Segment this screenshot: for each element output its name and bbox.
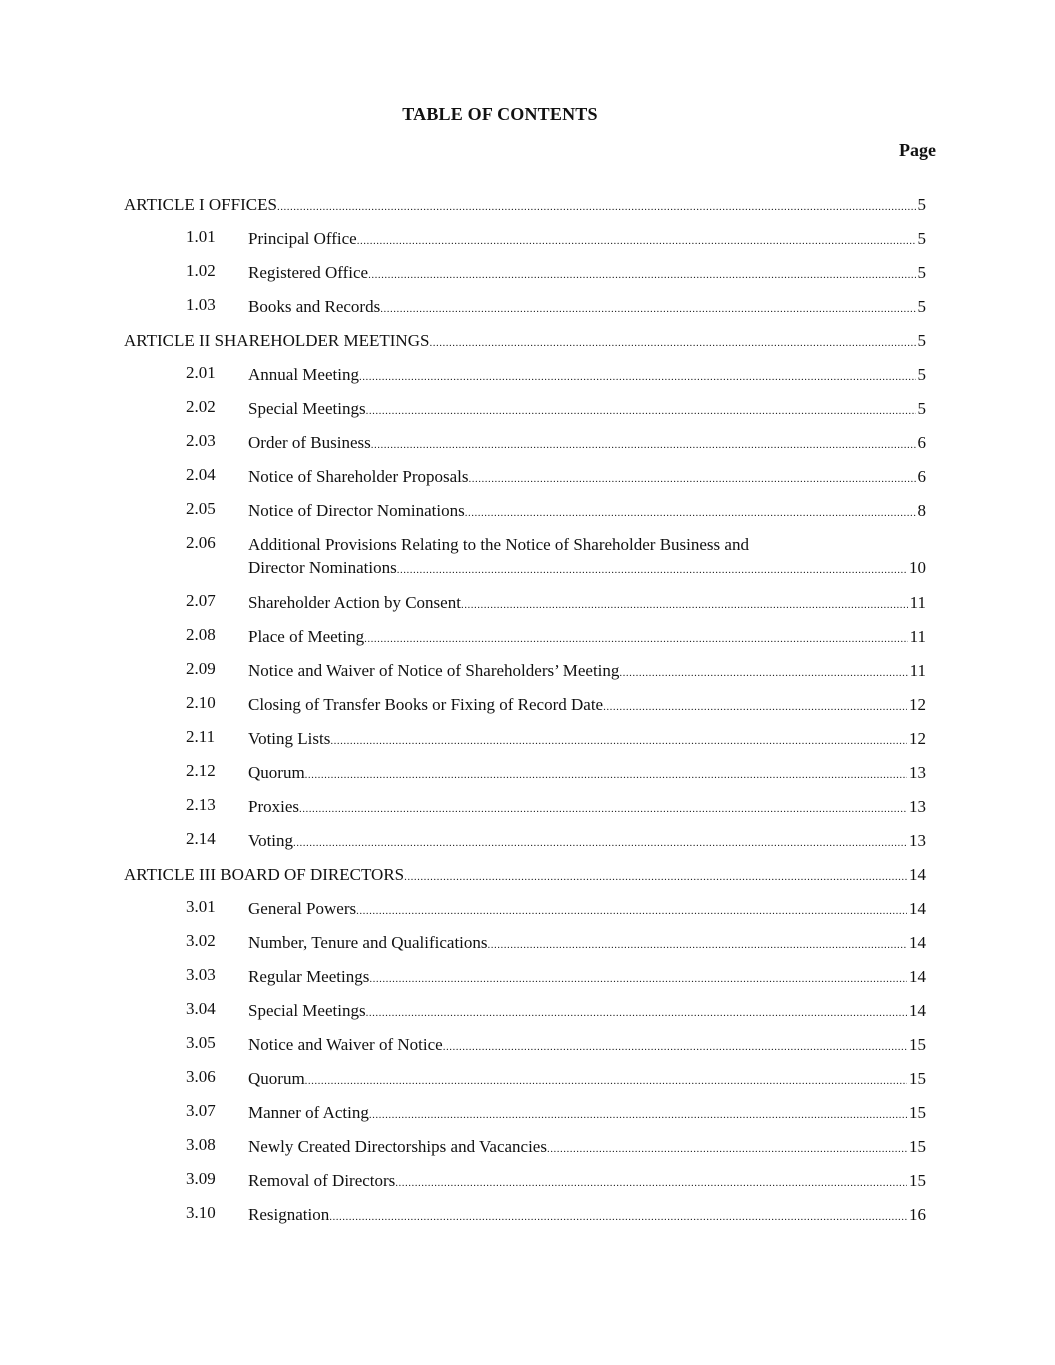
entry-body bbox=[248, 965, 926, 991]
toc-section-entry[interactable] bbox=[124, 1101, 926, 1135]
entry-line bbox=[248, 431, 926, 457]
entry-body bbox=[248, 1067, 926, 1093]
section-number: 3.01 bbox=[186, 897, 216, 916]
page-column-header: Page bbox=[899, 140, 936, 160]
section-number: 2.02 bbox=[186, 397, 216, 416]
toc-article-entry[interactable] bbox=[124, 329, 926, 363]
toc-section-entry[interactable] bbox=[124, 761, 926, 795]
entry-title: Additional Provisions Relating to the Notice of Shareholder Business and bbox=[248, 535, 749, 554]
page-number: 11 bbox=[909, 593, 926, 612]
entry-line bbox=[248, 591, 926, 617]
toc-title: TABLE OF CONTENTS bbox=[402, 104, 598, 124]
page-number: 5 bbox=[917, 229, 926, 248]
entry-title: Manner of Acting bbox=[248, 1103, 369, 1122]
entry-body bbox=[248, 1135, 926, 1161]
entry-title: Registered Office bbox=[248, 263, 369, 282]
entry-body bbox=[248, 829, 926, 855]
toc-section-entry[interactable] bbox=[124, 499, 926, 533]
dot-leader bbox=[356, 897, 907, 923]
dot-leader bbox=[364, 625, 907, 651]
entry-title: Quorum bbox=[248, 763, 305, 782]
section-number: 3.02 bbox=[186, 931, 216, 950]
page-number: 8 bbox=[917, 501, 926, 520]
toc-article-entry[interactable] bbox=[124, 193, 926, 227]
page-number: 5 bbox=[917, 195, 926, 214]
dot-leader bbox=[443, 1033, 907, 1059]
section-number: 2.10 bbox=[186, 693, 216, 712]
section-number: 2.12 bbox=[186, 761, 216, 780]
entry-line bbox=[124, 863, 926, 889]
toc-section-entry[interactable] bbox=[124, 829, 926, 863]
page-number: 15 bbox=[909, 1035, 926, 1054]
entry-body bbox=[248, 659, 926, 685]
entry-body bbox=[248, 1169, 926, 1195]
entry-title: Newly Created Directorships and Vacancies bbox=[248, 1137, 547, 1156]
toc-section-entry[interactable] bbox=[124, 727, 926, 761]
section-number: 3.09 bbox=[186, 1169, 216, 1188]
dot-leader bbox=[293, 829, 907, 855]
entry-line bbox=[248, 556, 926, 582]
page-number: 5 bbox=[917, 365, 926, 384]
page-number: 10 bbox=[909, 558, 926, 577]
toc-section-entry[interactable] bbox=[124, 931, 926, 965]
entry-body bbox=[248, 431, 926, 457]
entry-line bbox=[248, 397, 926, 423]
section-number: 2.04 bbox=[186, 465, 216, 484]
dot-leader bbox=[465, 499, 916, 525]
page-number: 14 bbox=[909, 967, 926, 986]
page-number: 5 bbox=[917, 331, 926, 350]
toc-section-entry[interactable] bbox=[124, 625, 926, 659]
entry-title: ARTICLE II SHAREHOLDER MEETINGS bbox=[124, 331, 430, 350]
page-number: 14 bbox=[909, 933, 926, 952]
section-number: 3.07 bbox=[186, 1101, 216, 1120]
dot-leader bbox=[305, 1067, 907, 1093]
section-number: 2.06 bbox=[186, 533, 216, 552]
page-number: 15 bbox=[909, 1171, 926, 1190]
entry-line bbox=[248, 465, 926, 491]
entry-body bbox=[248, 1033, 926, 1059]
page-number: 14 bbox=[909, 1001, 926, 1020]
page-number: 15 bbox=[909, 1103, 926, 1122]
entry-body bbox=[248, 625, 926, 651]
toc-section-entry[interactable] bbox=[124, 1067, 926, 1101]
entry-line bbox=[248, 931, 926, 957]
page-number: 5 bbox=[917, 263, 926, 282]
entry-body bbox=[248, 227, 926, 253]
entry-body bbox=[248, 931, 926, 957]
section-number: 3.04 bbox=[186, 999, 216, 1018]
entry-title: Special Meetings bbox=[248, 1001, 366, 1020]
dot-leader bbox=[366, 397, 916, 423]
section-number: 3.10 bbox=[186, 1203, 216, 1222]
page-number: 12 bbox=[909, 729, 926, 748]
section-number: 2.09 bbox=[186, 659, 216, 678]
entry-line bbox=[248, 693, 926, 719]
dot-leader bbox=[368, 261, 915, 287]
dot-leader bbox=[369, 965, 907, 991]
entry-body bbox=[248, 465, 926, 491]
toc-section-entry[interactable] bbox=[124, 897, 926, 931]
toc-section-entry[interactable] bbox=[124, 999, 926, 1033]
entry-line bbox=[248, 227, 926, 253]
entry-title: Director Nominations bbox=[248, 558, 397, 577]
entry-title: Place of Meeting bbox=[248, 627, 365, 646]
dot-leader bbox=[488, 931, 907, 957]
entry-title: Principal Office bbox=[248, 229, 357, 248]
entry-title-line bbox=[248, 533, 926, 556]
entry-title: Notice and Waiver of Notice bbox=[248, 1035, 443, 1054]
entry-line bbox=[248, 499, 926, 525]
section-number: 3.08 bbox=[186, 1135, 216, 1154]
entry-line bbox=[248, 1135, 926, 1161]
page-number: 14 bbox=[909, 899, 926, 918]
entry-line bbox=[248, 727, 926, 753]
section-number: 3.06 bbox=[186, 1067, 216, 1086]
toc-section-entry[interactable] bbox=[124, 397, 926, 431]
entry-title: Notice and Waiver of Notice of Shareholders’ Meeting bbox=[248, 661, 620, 680]
page-number: 5 bbox=[917, 297, 926, 316]
dot-leader bbox=[547, 1135, 907, 1161]
entry-line bbox=[248, 761, 926, 787]
entry-line bbox=[248, 1067, 926, 1093]
page-number: 6 bbox=[917, 467, 926, 486]
entry-body bbox=[248, 1101, 926, 1127]
entry-line bbox=[248, 1033, 926, 1059]
entry-line bbox=[248, 295, 926, 321]
toc-section-entry[interactable] bbox=[124, 1135, 926, 1169]
entry-title: Quorum bbox=[248, 1069, 305, 1088]
entry-title: Proxies bbox=[248, 797, 299, 816]
dot-leader bbox=[369, 1101, 907, 1127]
section-number: 3.03 bbox=[186, 965, 216, 984]
dot-leader bbox=[397, 556, 907, 582]
toc-section-entry[interactable] bbox=[124, 363, 926, 397]
dot-leader bbox=[305, 761, 907, 787]
toc-section-entry[interactable] bbox=[124, 295, 926, 329]
entry-body bbox=[248, 897, 926, 923]
toc-section-entry[interactable] bbox=[124, 261, 926, 295]
entry-body bbox=[248, 591, 926, 617]
entry-body bbox=[124, 863, 926, 889]
entry-body bbox=[124, 329, 926, 355]
entry-line bbox=[248, 1169, 926, 1195]
entry-body bbox=[248, 727, 926, 753]
entry-body bbox=[248, 693, 926, 719]
toc-section-entry[interactable] bbox=[124, 1169, 926, 1203]
section-number: 1.02 bbox=[186, 261, 216, 280]
page-number: 11 bbox=[909, 661, 926, 680]
toc-section-entry[interactable] bbox=[124, 965, 926, 999]
toc-section-entry[interactable] bbox=[124, 1033, 926, 1067]
entry-body bbox=[248, 533, 926, 582]
entry-body bbox=[248, 295, 926, 321]
entry-line bbox=[248, 999, 926, 1025]
toc-section-entry[interactable] bbox=[124, 431, 926, 465]
entry-title: Notice of Shareholder Proposals bbox=[248, 467, 469, 486]
page-number: 5 bbox=[917, 399, 926, 418]
page-number: 13 bbox=[909, 763, 926, 782]
entry-title: Resignation bbox=[248, 1205, 330, 1224]
section-number: 2.05 bbox=[186, 499, 216, 518]
section-number: 2.08 bbox=[186, 625, 216, 644]
entry-title: Closing of Transfer Books or Fixing of Record Date bbox=[248, 695, 604, 714]
entry-title: Regular Meetings bbox=[248, 967, 370, 986]
entry-body bbox=[248, 999, 926, 1025]
entry-line bbox=[248, 1101, 926, 1127]
entry-title: Voting bbox=[248, 831, 294, 850]
toc-section-entry[interactable] bbox=[124, 1203, 926, 1237]
entry-body bbox=[248, 261, 926, 287]
section-number: 1.01 bbox=[186, 227, 216, 246]
dot-leader bbox=[371, 431, 916, 457]
page-number: 13 bbox=[909, 797, 926, 816]
entry-body bbox=[124, 193, 926, 219]
dot-leader bbox=[404, 863, 907, 889]
entry-line bbox=[248, 625, 926, 651]
dot-leader bbox=[619, 659, 907, 685]
entry-line bbox=[124, 329, 926, 355]
page-number: 13 bbox=[909, 831, 926, 850]
entry-title: Books and Records bbox=[248, 297, 381, 316]
entry-title: Special Meetings bbox=[248, 399, 366, 418]
page-number: 16 bbox=[909, 1205, 926, 1224]
page-number: 12 bbox=[909, 695, 926, 714]
section-number: 3.05 bbox=[186, 1033, 216, 1052]
entry-title: General Powers bbox=[248, 899, 357, 918]
entry-line bbox=[248, 261, 926, 287]
entry-line bbox=[248, 897, 926, 923]
dot-leader bbox=[380, 295, 915, 321]
section-number: 2.11 bbox=[186, 727, 216, 746]
entry-title: Shareholder Action by Consent bbox=[248, 593, 461, 612]
entry-line bbox=[248, 1203, 926, 1229]
entry-title: Annual Meeting bbox=[248, 365, 359, 384]
toc-section-entry[interactable] bbox=[124, 795, 926, 829]
entry-title: ARTICLE III BOARD OF DIRECTORS bbox=[124, 865, 405, 884]
entry-body bbox=[248, 499, 926, 525]
toc-section-entry[interactable] bbox=[124, 533, 926, 591]
toc-section-entry[interactable] bbox=[124, 693, 926, 727]
entry-line bbox=[248, 829, 926, 855]
page-number: 6 bbox=[917, 433, 926, 452]
entry-line bbox=[124, 193, 926, 219]
section-number: 1.03 bbox=[186, 295, 216, 314]
entry-body bbox=[248, 397, 926, 423]
dot-leader bbox=[299, 795, 907, 821]
entry-line bbox=[248, 965, 926, 991]
entry-body bbox=[248, 363, 926, 389]
dot-leader bbox=[603, 693, 907, 719]
page-number: 15 bbox=[909, 1137, 926, 1156]
dot-leader bbox=[359, 363, 916, 389]
dot-leader bbox=[461, 591, 908, 617]
section-number: 2.14 bbox=[186, 829, 216, 848]
entry-title: Notice of Director Nominations bbox=[248, 501, 465, 520]
entry-body bbox=[248, 795, 926, 821]
dot-leader bbox=[330, 727, 907, 753]
toc-section-entry[interactable] bbox=[124, 591, 926, 625]
dot-leader bbox=[395, 1169, 907, 1195]
entry-body bbox=[248, 761, 926, 787]
entry-title: Voting Lists bbox=[248, 729, 331, 748]
toc-section-entry[interactable] bbox=[124, 659, 926, 693]
dot-leader bbox=[366, 999, 907, 1025]
entry-title: Number, Tenure and Qualifications bbox=[248, 933, 488, 952]
toc-section-entry[interactable] bbox=[124, 227, 926, 261]
page-number: 11 bbox=[909, 627, 926, 646]
dot-leader bbox=[468, 465, 915, 491]
entry-body bbox=[248, 1203, 926, 1229]
section-number: 2.07 bbox=[186, 591, 216, 610]
entry-title: Removal of Directors bbox=[248, 1171, 396, 1190]
section-number: 2.13 bbox=[186, 795, 216, 814]
table-of-contents bbox=[124, 193, 926, 1237]
page-number: 14 bbox=[909, 865, 926, 884]
entry-line bbox=[248, 363, 926, 389]
dot-leader bbox=[429, 329, 915, 355]
entry-line bbox=[248, 659, 926, 685]
dot-leader bbox=[357, 227, 916, 253]
entry-line bbox=[248, 795, 926, 821]
entry-title: ARTICLE I OFFICES bbox=[124, 195, 277, 214]
section-number: 2.01 bbox=[186, 363, 216, 382]
entry-title: Order of Business bbox=[248, 433, 371, 452]
page-number: 15 bbox=[909, 1069, 926, 1088]
dot-leader bbox=[277, 193, 916, 219]
toc-article-entry[interactable] bbox=[124, 863, 926, 897]
section-number: 2.03 bbox=[186, 431, 216, 450]
toc-section-entry[interactable] bbox=[124, 465, 926, 499]
dot-leader bbox=[329, 1203, 907, 1229]
